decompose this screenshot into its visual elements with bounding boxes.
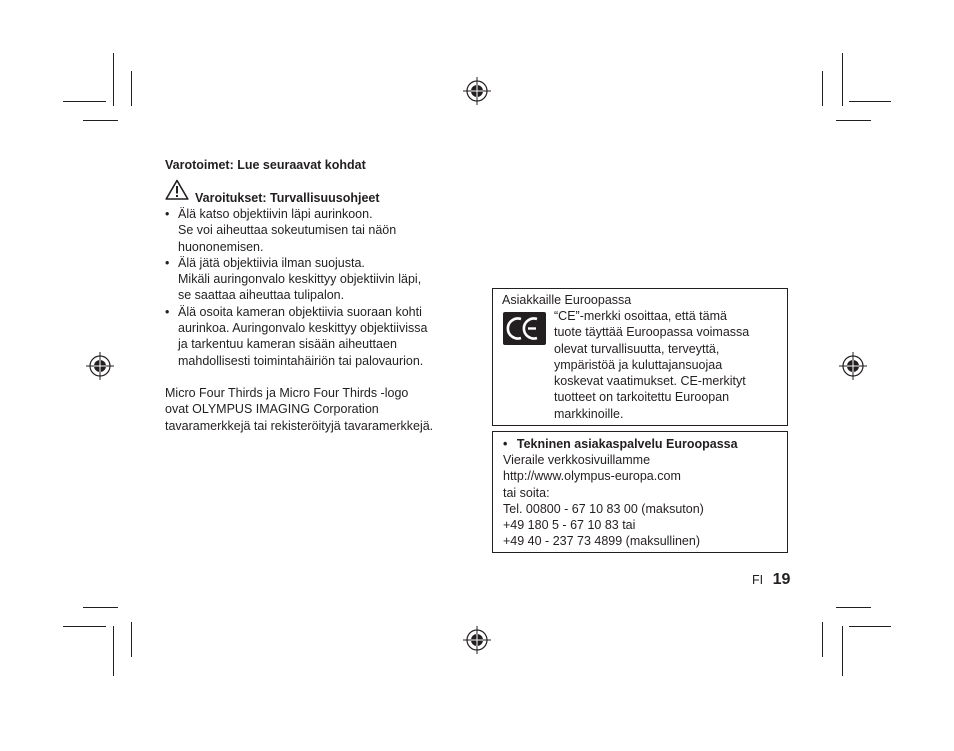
ce-text-line: ympäristöä ja kuluttajansuojaa — [554, 357, 723, 372]
trademark-notice — [165, 385, 433, 434]
list-item — [165, 255, 427, 304]
crop-mark — [131, 71, 132, 106]
warning-triangle-icon — [165, 179, 189, 200]
crop-mark — [849, 626, 891, 627]
language-code: FI — [752, 573, 764, 587]
list-item-line: Se voi aiheuttaa sokeutumisen tai näön — [178, 223, 397, 238]
bullet: • — [165, 207, 170, 221]
ce-notice-box — [492, 288, 788, 426]
crop-mark — [849, 101, 891, 102]
ce-text-line: olevat turvallisuutta, terveyttä, — [554, 341, 720, 356]
ce-box-title: Asiakkaille Euroopassa — [502, 293, 632, 307]
support-phone: +49 180 5 - 67 10 83 tai — [503, 518, 636, 533]
support-line: Vieraile verkkosivuillamme — [503, 453, 651, 467]
list-item-line: se saattaa aiheuttaa tulipalon. — [178, 288, 345, 303]
crop-mark — [836, 120, 871, 121]
registration-mark-icon — [839, 352, 867, 380]
warning-list — [165, 206, 427, 369]
ce-text-line: koskevat vaatimukset. CE-merkityt — [554, 374, 746, 389]
crop-mark — [113, 626, 114, 676]
support-link[interactable]: http://www.olympus-europa.com — [503, 469, 681, 484]
page-number: 19 — [772, 571, 791, 588]
list-item-line: Mikäli auringonvalo keskittyy objektiivin läpi, — [178, 272, 422, 287]
section-heading: Varotoimet: Lue seuraavat kohdat — [165, 158, 366, 172]
list-item — [165, 304, 427, 369]
crop-mark — [83, 607, 118, 608]
ce-text-line: “CE”-merkki osoittaa, että tämä — [554, 309, 727, 323]
list-item-line: aurinkoa. Auringonvalo keskittyy objektiivissa — [178, 321, 428, 336]
bullet: • — [165, 304, 170, 319]
bullet: • — [165, 255, 170, 270]
crop-mark — [836, 607, 871, 608]
crop-mark — [131, 622, 132, 657]
crop-mark — [822, 622, 823, 657]
crop-mark — [842, 626, 843, 676]
support-text — [503, 452, 704, 550]
ce-mark-icon — [503, 312, 546, 345]
warning-title: Varoitukset: Turvallisuusohjeet — [195, 191, 380, 205]
registration-mark-icon — [463, 77, 491, 105]
registration-mark-icon — [86, 352, 114, 380]
list-item-line: ja tarkentuu kameran sisään aiheuttaen — [178, 337, 397, 352]
list-item-line: Älä katso objektiivin läpi aurinkoon. — [178, 207, 373, 221]
bullet: • — [503, 437, 508, 451]
trademark-line: Micro Four Thirds ja Micro Four Thirds -logo — [165, 386, 409, 400]
crop-mark — [822, 71, 823, 106]
support-title-row — [503, 436, 738, 452]
support-phone: +49 40 - 237 73 4899 (maksullinen) — [503, 534, 701, 549]
ce-box-text — [554, 308, 749, 422]
trademark-line: ovat OLYMPUS IMAGING Corporation — [165, 402, 379, 417]
support-box — [492, 431, 788, 553]
list-item-line: Älä jätä objektiivia ilman suojusta. — [178, 255, 365, 270]
list-item-line: huononemisen. — [178, 239, 264, 254]
list-item-line: Älä osoita kameran objektiivia suoraan kohti — [178, 304, 422, 319]
registration-mark-icon — [463, 626, 491, 654]
ce-text-line: tuote täyttää Euroopassa voimassa — [554, 325, 750, 340]
support-phone: Tel. 00800 - 67 10 83 00 (maksuton) — [503, 501, 704, 516]
support-title: Tekninen asiakaspalvelu Euroopassa — [516, 437, 738, 451]
ce-text-line: markkinoille. — [554, 406, 624, 421]
list-item-line: mahdollisesti toimintahäiriön tai palovaurion. — [178, 353, 424, 368]
crop-mark — [63, 101, 106, 102]
trademark-line: tavaramerkkejä tai rekisteröityjä tavaramerkkejä. — [165, 418, 434, 433]
crop-mark — [842, 53, 843, 106]
crop-mark — [63, 626, 106, 627]
page-footer — [752, 571, 790, 589]
crop-mark — [113, 53, 114, 106]
crop-mark — [83, 120, 118, 121]
ce-text-line: tuotteet on tarkoitettu Euroopan — [554, 390, 730, 405]
ce-mark-logo — [503, 312, 546, 345]
support-line: tai soita: — [503, 485, 550, 500]
list-item — [165, 206, 427, 255]
